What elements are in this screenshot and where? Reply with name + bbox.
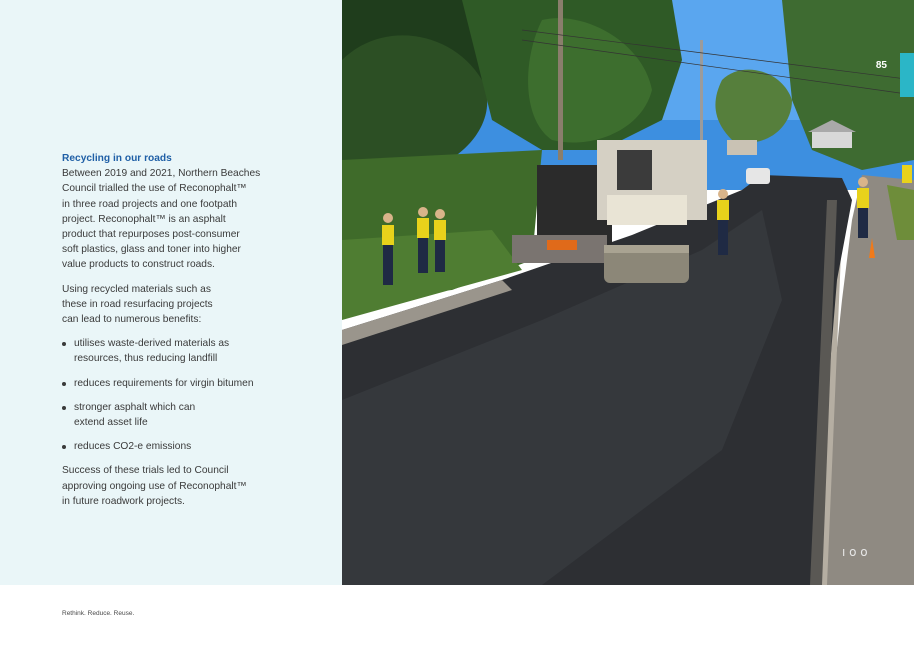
- list-item: reduces CO2-e emissions: [62, 439, 302, 454]
- road-resurfacing-photo: [342, 0, 914, 585]
- list-item: stronger asphalt which can extend asset life: [62, 400, 302, 430]
- bullet-icon: [62, 382, 66, 386]
- conclusion-paragraph: Success of these trials led to Council approving ongoing use of Reconophalt™ in future roadwork projects.: [62, 465, 247, 507]
- bullet-icon: [62, 445, 66, 449]
- svg-text:ı o o: ı o o: [842, 545, 868, 559]
- page-number: 85: [875, 60, 887, 71]
- article-heading: Recycling in our roads: [62, 153, 172, 164]
- bullet-icon: [62, 342, 66, 346]
- list-item: reduces requirements for virgin bitumen: [62, 376, 302, 391]
- intro-paragraph: Between 2019 and 2021, Northern Beaches Council trialled the use of Reconophalt™ in three road projects and one footpath project. Reconophalt™ is an asphalt product that repurposes post-consumer soft plastics, glass and toner into higher value products to construct roads.: [62, 168, 261, 271]
- benefits-list: [62, 336, 302, 454]
- benefits-intro: Using recycled materials such as these in road resurfacing projects can lead to numerous benefits:: [62, 283, 213, 326]
- article-body: [62, 151, 302, 518]
- bullet-icon: [62, 406, 66, 410]
- page-tab: [900, 53, 914, 97]
- list-item: utilises waste-derived materials as resources, thus reducing landfill: [62, 336, 302, 366]
- footer-text: Rethink. Reduce. Reuse.: [62, 610, 135, 617]
